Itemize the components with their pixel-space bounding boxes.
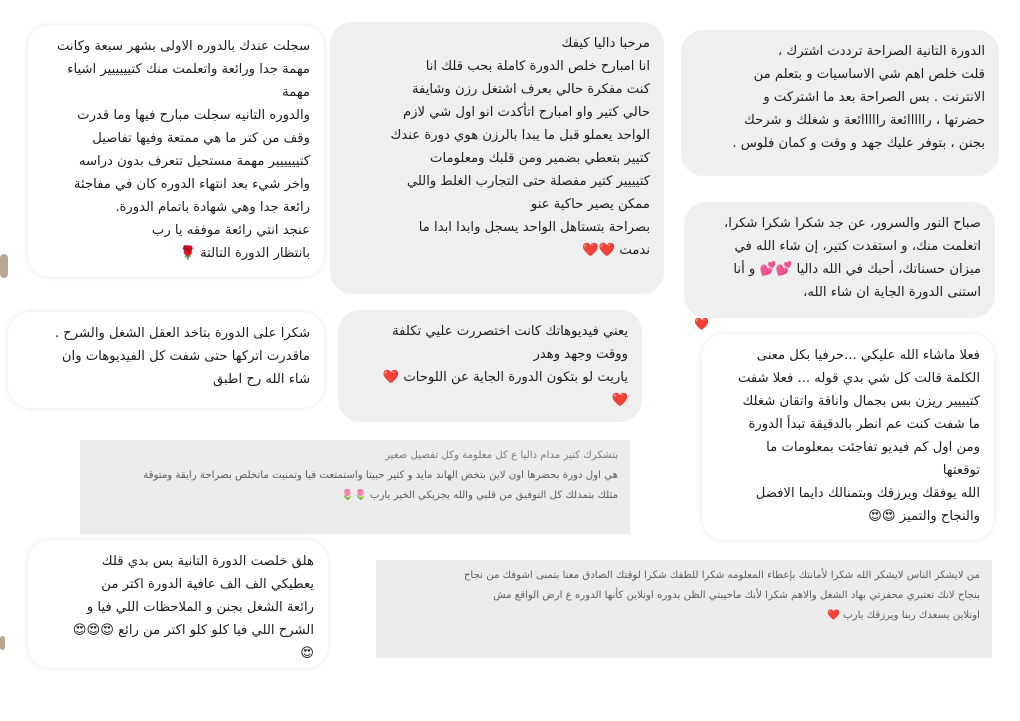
message-line: اتعلمت منك، و استفدت كتير، إن شاء الله في xyxy=(734,239,981,254)
testimonial-card-4 xyxy=(684,202,995,318)
message-line: الشرح اللي فيا كلو كلو اكتر من رائع 😍😍😍 xyxy=(72,623,314,638)
message-line: وقف من كتر ما هي ممتعة وفيها تفاصيل xyxy=(92,131,310,146)
comment-screenshot-1 xyxy=(80,440,630,534)
message-line: الله يوفقك ويرزقك وبتمنالك دايما الافضل xyxy=(755,486,980,501)
message-line: الدورة التانية الصراحة ترددت اشترك ، xyxy=(777,44,985,59)
message-line: 😍 xyxy=(300,646,314,661)
message-line: والنجاح والتميز 😍😍 xyxy=(868,509,980,524)
message-line: حالي كتير واو امبارح اتأكدت انو اول شي لازم xyxy=(402,105,650,120)
message-line: مرحبا داليا كيفك xyxy=(561,36,650,51)
message-line: هلق خلصت الدورة التانية بس بدي قلك xyxy=(101,554,314,569)
message-line: عنجد انتي رائعة موفقه يا رب xyxy=(151,223,310,238)
message-line: كتيير بتعطي بضمير ومن قلبك ومعلومات xyxy=(430,151,650,166)
message-line: قلت خلص اهم شي الاساسيات و بتعلم من xyxy=(753,67,985,82)
message-line: واخر شيء بعد انتهاء الدوره كان في مفاجئة xyxy=(73,177,310,192)
message-line: انا امبارح خلص الدورة كاملة بحب قلك انا xyxy=(425,59,650,74)
testimonial-card-3 xyxy=(681,30,999,176)
testimonial-card-2 xyxy=(330,22,664,294)
testimonial-card-8 xyxy=(28,540,328,668)
testimonial-card-6 xyxy=(338,310,642,422)
message-line: ياريت لو بتكون الدورة الجاية عن اللوحات ❤️ xyxy=(382,370,628,385)
cropped-avatar-fragment xyxy=(0,636,5,650)
message-line: فعلا ماشاء الله عليكي ...حرفيا بكل معنى xyxy=(756,348,980,363)
comment-line: هي اول دورة بحضرها اون لاين بتخص الهاند مايد و كتير حبيتا واستمتعت فيا وتمنيت ماتخلص بصراحة رايقة ومتوقة xyxy=(143,470,618,481)
message-line: ندمت ❤️❤️ xyxy=(582,243,650,258)
message-line: شكرا على الدورة بتاخد العقل الشغل والشرح . xyxy=(54,326,310,341)
message-line: صباح النور والسرور، عن جد شكرا شكرا شكرا، xyxy=(723,216,981,231)
testimonial-card-5 xyxy=(8,312,324,408)
message-line: توقعتها xyxy=(942,463,980,478)
message-line: حضرتها ، رااااائعة رااااائعة و شغلك و شرحك xyxy=(743,113,985,128)
message-line: يعطيكي الف الف عافية الدورة اكتر من xyxy=(101,577,314,592)
testimonial-card-7 xyxy=(702,334,994,540)
message-line: سجلت عندك بالدوره الاولى بشهر سبعة وكانت xyxy=(56,39,310,54)
message-line: بجنن ، بتوفر عليك جهد و وقت و كمان فلوس . xyxy=(732,136,985,151)
message-line: بانتظار الدورة التالتة 🌹 xyxy=(179,246,310,261)
message-line: كنت مفكرة حالي بعرف اشتغل رزن وشايفة xyxy=(411,82,650,97)
message-line: الواحد يعملو قبل ما يبدا بالرزن هوي دورة عندك xyxy=(390,128,650,143)
message-line: ممكن يصير حاكية عنو xyxy=(530,197,650,212)
message-line: رائعة الشغل بجنن و الملاحظات اللي فيا و xyxy=(86,600,314,615)
testimonial-card-1 xyxy=(28,25,324,277)
message-line: والدوره التانيه سجلت مبارح فيها وما قدرت xyxy=(77,108,310,123)
message-line: كتيييييير مهمة مستحيل تتعرف بدون دراسه xyxy=(78,154,310,169)
comment-screenshot-2 xyxy=(376,560,992,658)
message-line: الكلمة قالت كل شي بدي قوله ... فعلا شفت xyxy=(737,371,980,386)
message-line: رائعة جدا وهي شهادة باتمام الدورة. xyxy=(115,200,310,215)
message-line: ❤️ xyxy=(611,393,628,408)
message-line: ما شفت كنت عم انطر بالدقيقة تبدأ الدورة xyxy=(748,417,980,432)
message-line: ووقت وجهد وهدر xyxy=(533,347,628,362)
comment-line: اونلاين يسعدك ربنا ويرزقك يارب ❤️ xyxy=(827,610,980,621)
message-line: يعني فيديوهاتك كانت اختصررت عليي تكلفة xyxy=(392,324,628,339)
heart-reaction-icon: ❤️ xyxy=(694,317,709,331)
message-line: مهمة xyxy=(282,85,310,100)
message-line: ومن اول كم فيديو تفاجئت بمعلومات ما xyxy=(766,440,980,455)
message-line: بصراحة بتستاهل الواحد يسجل وابدا ابدا ما xyxy=(418,220,650,235)
message-line: استنى الدورة الجاية ان شاء الله، xyxy=(803,285,981,300)
comment-line: بتشكرك كتير مدام داليا ع كل معلومة وكل تفصيل صغير xyxy=(385,450,618,461)
message-line: مهمة جدا ورائعة واتعلمت منك كتيييييير اشياء xyxy=(67,62,310,77)
message-line: ماقدرت اتركها حتى شفت كل الفيديوهات وان xyxy=(61,349,310,364)
message-line: كتيييير كتير مفصلة حتى التجارب الغلط واللي xyxy=(406,174,650,189)
message-line: ميزان حسناتك، أحبك في الله داليا 💕💕 و أنا xyxy=(733,262,981,277)
message-line: كتيييير ريزن بس بجمال واناقة واتقان شغلك xyxy=(742,394,980,409)
comment-line: من لايشكر الناس لايشكر الله شكرا لأمانتك بإعطاء المعلومه شكرا للطفك شكرا لوقتك الصادق معنا بتمنى اشوفك من نجاح xyxy=(463,570,980,581)
comment-line: بنجاح لانك تعتبري محفزتي بهاد الشغل والاهم شكرا لأنك ماخيبتي الظن بدوره اونلاين كأنها الدوره ع ارض الواقع مش xyxy=(493,590,980,601)
message-line: الانترنت . بس الصراحة بعد ما اشتركت و xyxy=(763,90,985,105)
message-line: شاء الله رح اطبق xyxy=(213,372,310,387)
comment-line: مثلك بتمدلك كل التوفيق من قلبي والله يجزيكي الخير يارب 🌷🌷 xyxy=(341,490,618,501)
cropped-avatar-fragment xyxy=(0,254,8,278)
